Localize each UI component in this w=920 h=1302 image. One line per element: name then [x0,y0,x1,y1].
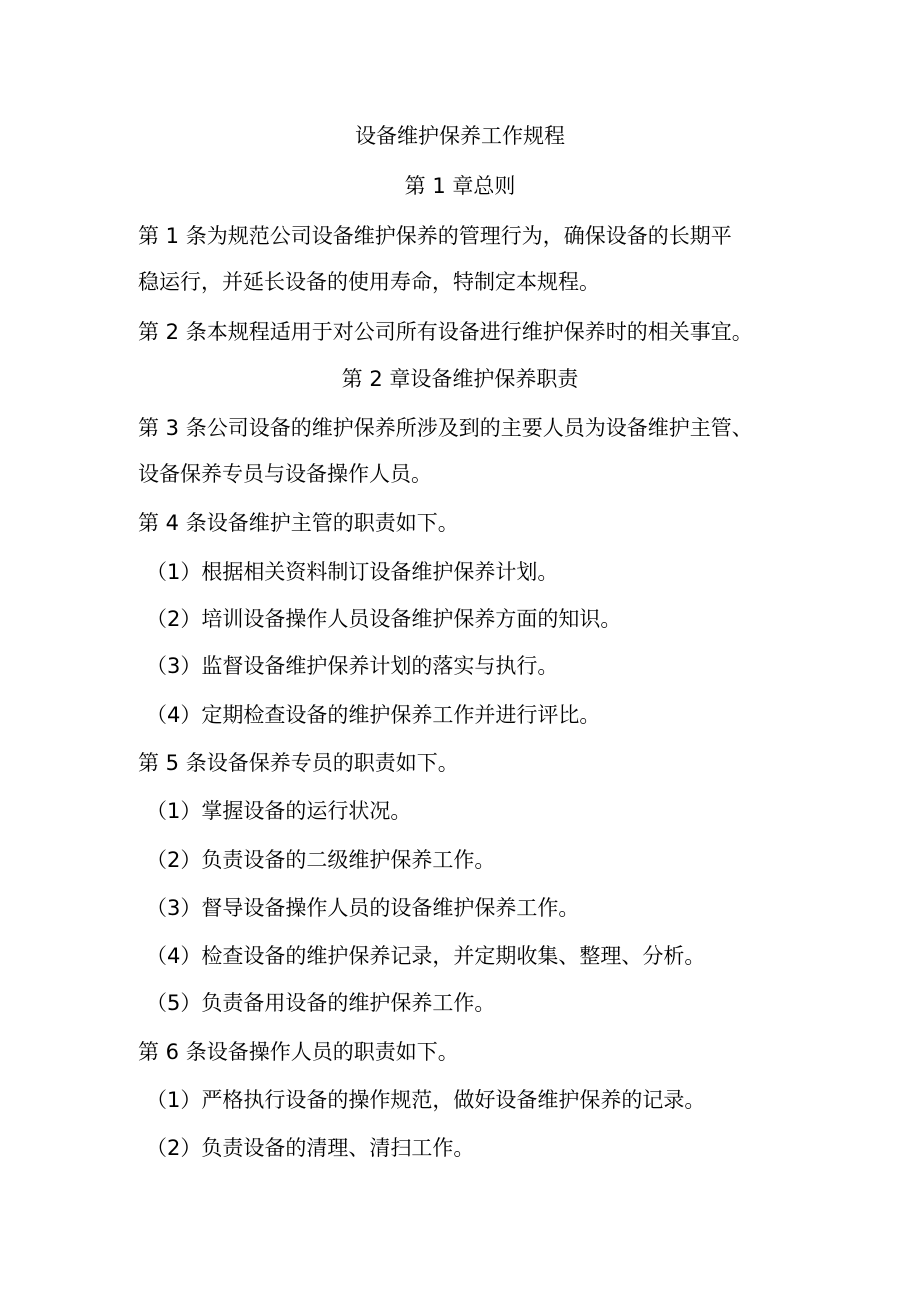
article-4-item: （4）定期检查设备的维护保养工作并进行评比。 [146,703,601,727]
article-5-item: （4）检查设备的维护保养记录，并定期收集、整理、分析。 [146,944,706,968]
chapter-2-heading: 第 2 章设备维护保养职责 [341,367,579,391]
article-5-item: （3）督导设备操作人员的设备维护保养工作。 [146,896,580,920]
article-4-heading: 第 4 条设备维护主管的职责如下。 [138,511,459,535]
article-3-line-2: 设备保养专员与设备操作人员。 [138,462,432,486]
article-2: 第 2 条本规程适用于对公司所有设备进行维护保养时的相关事宜。 [138,320,753,344]
article-6-item: （1）严格执行设备的操作规范，做好设备维护保养的记录。 [146,1088,706,1112]
article-4-item: （1）根据相关资料制订设备维护保养计划。 [146,560,559,584]
article-1-line-1: 第 1 条为规范公司设备维护保养的管理行为，确保设备的长期平 [138,224,732,248]
article-3-line-1: 第 3 条公司设备的维护保养所涉及到的主要人员为设备维护主管、 [138,416,753,440]
article-6-heading: 第 6 条设备操作人员的职责如下。 [138,1040,459,1064]
document-title: 设备维护保养工作规程 [355,124,565,148]
article-4-item: （2）培训设备操作人员设备维护保养方面的知识。 [146,607,622,631]
article-4-item: （3）监督设备维护保养计划的落实与执行。 [146,654,559,678]
article-5-item: （5）负责备用设备的维护保养工作。 [146,991,496,1015]
article-6-item: （2）负责设备的清理、清扫工作。 [146,1136,475,1160]
article-5-item: （1）掌握设备的运行状况。 [146,799,412,823]
article-5-item: （2）负责设备的二级维护保养工作。 [146,848,496,872]
chapter-1-heading: 第 1 章总则 [404,174,516,198]
article-5-heading: 第 5 条设备保养专员的职责如下。 [138,751,459,775]
article-1-line-2: 稳运行，并延长设备的使用寿命，特制定本规程。 [138,270,600,294]
